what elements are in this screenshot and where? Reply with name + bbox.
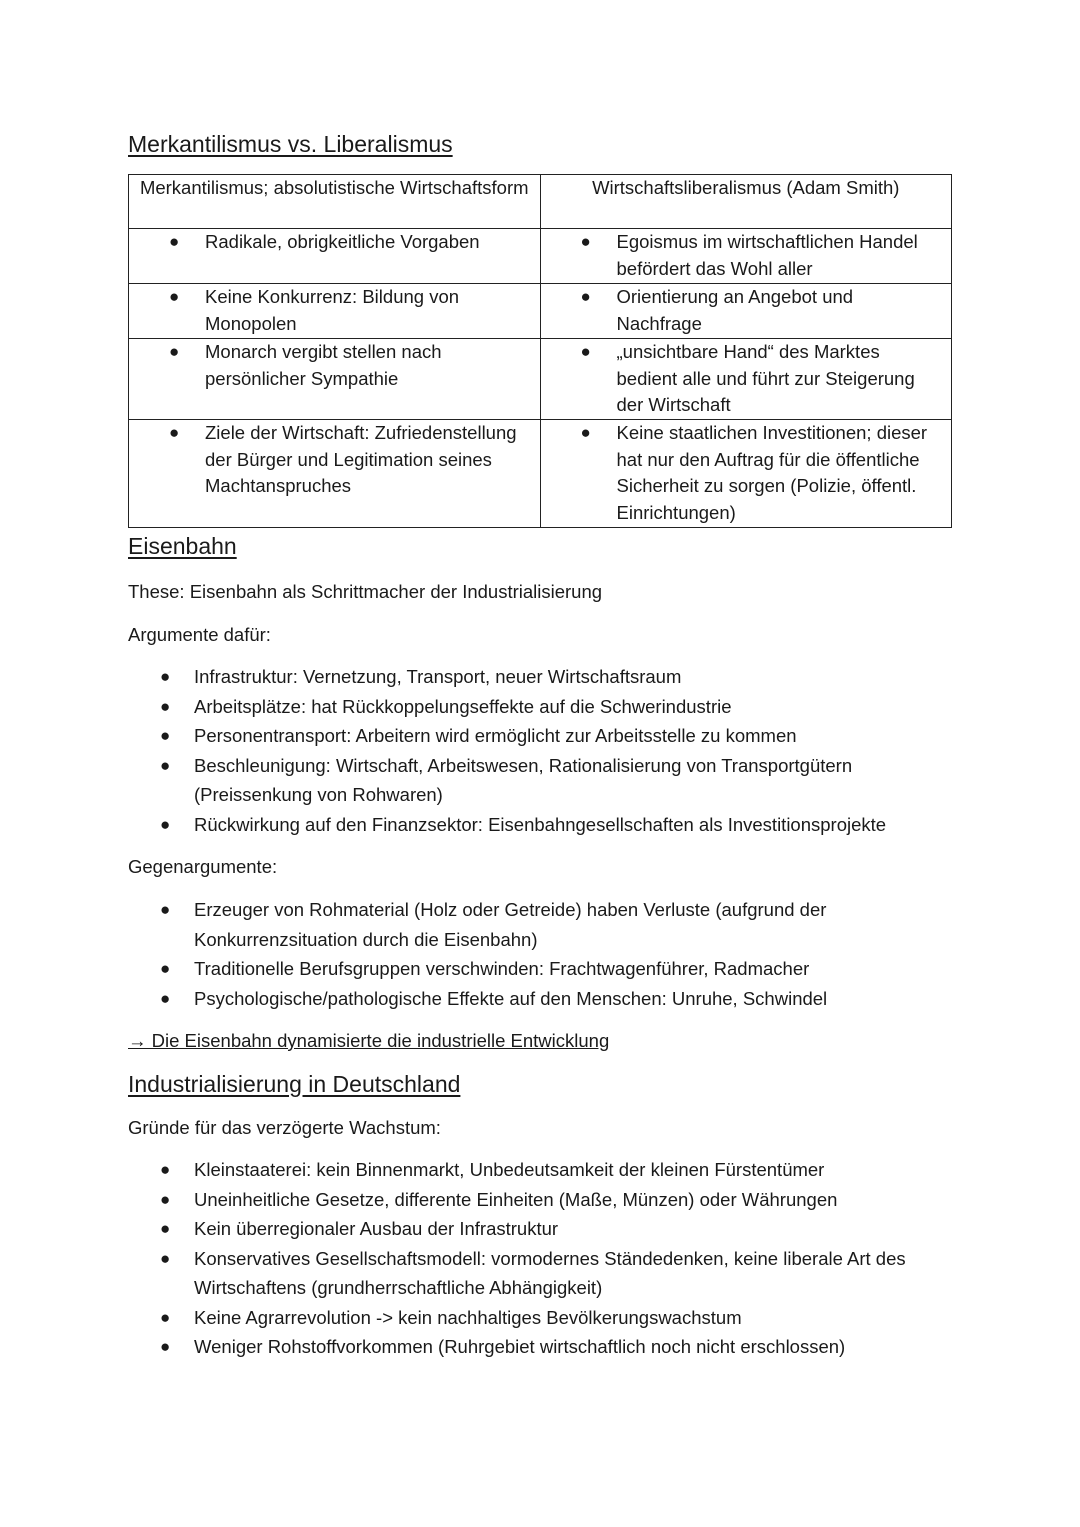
- contra-arguments-label: Gegenargumente:: [128, 856, 278, 877]
- bullet-icon: ●: [580, 232, 591, 251]
- bullet-icon: ●: [160, 1219, 171, 1238]
- bullet-icon: ●: [160, 696, 171, 716]
- bullet-icon: ●: [580, 423, 591, 442]
- thesis-text: These: Eisenbahn als Schrittmacher der Industrialisierung: [128, 581, 603, 602]
- list-item-text: Personentransport: Arbeitern wird ermöglicht zur Arbeitsstelle zu kommen: [194, 725, 797, 746]
- list-item: [128, 954, 958, 984]
- document-page: [128, 128, 958, 1362]
- list-item: [128, 721, 958, 751]
- bullet-icon: ●: [160, 959, 171, 978]
- list-item-text: Beschleunigung: Wirtschaft, Arbeitswesen, Rationalisierung von Transportgütern (Preissenkung von Rohwaren): [194, 754, 853, 805]
- bullet-icon: ●: [169, 232, 180, 251]
- list-item: [128, 692, 958, 722]
- pro-arguments-list: [128, 662, 958, 839]
- table-header-liberalismus: Wirtschaftsliberalismus (Adam Smith): [540, 175, 952, 229]
- bullet-icon: ●: [580, 342, 591, 361]
- list-item: [128, 1185, 958, 1215]
- reasons-list: [128, 1155, 958, 1362]
- cell-text: Orientierung an Angebot und Nachfrage: [616, 286, 854, 334]
- table-cell: [540, 420, 952, 528]
- bullet-icon: ●: [169, 287, 180, 306]
- list-item: [128, 1214, 958, 1244]
- cell-text: Keine staatlichen Investitionen; dieser hat nur den Auftrag für die öffentliche Sicherheit zu sorgen (Polizie, öffentl. Einrichtungen): [616, 422, 928, 523]
- list-item-text: Konservatives Gesellschaftsmodell: vormodernes Ständedenken, keine liberale Art des Wirtschaftens (grundherrschaftliche Abhängigkeit): [194, 1247, 906, 1298]
- list-item-text: Infrastruktur: Vernetzung, Transport, neuer Wirtschaftsraum: [194, 666, 682, 687]
- cell-text: Monarch vergibt stellen nach persönlicher Sympathie: [205, 341, 442, 389]
- table-cell: [540, 229, 952, 284]
- bullet-icon: ●: [580, 287, 591, 306]
- bullet-icon: ●: [160, 1307, 171, 1327]
- table-row: [129, 339, 952, 420]
- table-row: [129, 284, 952, 339]
- table-header-merkantilismus: Merkantilismus; absolutistische Wirtschaftsform: [129, 175, 541, 229]
- bullet-icon: ●: [160, 1189, 171, 1209]
- cell-text: Ziele der Wirtschaft: Zufriedenstellung der Bürger und Legitimation seines Machtanspruches: [205, 422, 517, 496]
- section-heading-eisenbahn: Eisenbahn: [128, 533, 237, 559]
- list-item: [128, 984, 958, 1014]
- bullet-icon: ●: [160, 900, 171, 919]
- conclusion-text: → Die Eisenbahn dynamisierte die industrielle Entwicklung: [128, 1030, 610, 1051]
- table-cell: [540, 284, 952, 339]
- bullet-icon: ●: [169, 342, 180, 361]
- list-item: [128, 662, 958, 692]
- list-item-text: Traditionelle Berufsgruppen verschwinden: Frachtwagenführer, Radmacher: [194, 958, 810, 979]
- bullet-icon: ●: [160, 755, 171, 775]
- table-row: [129, 420, 952, 528]
- bullet-icon: ●: [160, 1337, 171, 1356]
- bullet-icon: ●: [160, 667, 171, 686]
- list-item-text: Kein überregionaler Ausbau der Infrastruktur: [194, 1218, 559, 1239]
- pro-arguments-label: Argumente dafür:: [128, 624, 271, 645]
- list-item-text: Uneinheitliche Gesetze, differente Einheiten (Maße, Münzen) oder Währungen: [194, 1188, 838, 1210]
- section-heading-merkantilismus: Merkantilismus vs. Liberalismus: [128, 131, 453, 157]
- section-heading-industrialisierung: Industrialisierung in Deutschland: [128, 1071, 461, 1097]
- list-item: [128, 1303, 958, 1333]
- table-cell: [129, 229, 541, 284]
- reasons-label: Gründe für das verzögerte Wachstum:: [128, 1117, 441, 1138]
- table-cell: [129, 284, 541, 339]
- list-item-text: Psychologische/pathologische Effekte auf den Menschen: Unruhe, Schwindel: [194, 987, 828, 1009]
- table-cell: [540, 339, 952, 420]
- list-item-text: Arbeitsplätze: hat Rückkoppelungseffekte auf die Schwerindustrie: [194, 695, 732, 717]
- bullet-icon: ●: [160, 726, 171, 745]
- table-cell: [129, 339, 541, 420]
- list-item: [128, 1244, 958, 1303]
- table-cell: [129, 420, 541, 528]
- list-item: [128, 1332, 958, 1362]
- bullet-icon: ●: [160, 814, 171, 834]
- list-item-text: Rückwirkung auf den Finanzsektor: Eisenbahngesellschaften als Investitionsprojekte: [194, 813, 887, 835]
- list-item: [128, 810, 958, 840]
- list-item-text: Erzeuger von Rohmaterial (Holz oder Getreide) haben Verluste (aufgrund der Konkurrenzsituation durch die Eisenbahn): [194, 899, 827, 950]
- bullet-icon: ●: [160, 988, 171, 1008]
- list-item-text: Weniger Rohstoffvorkommen (Ruhrgebiet wirtschaftlich noch nicht erschlossen): [194, 1336, 846, 1357]
- bullet-icon: ●: [160, 1248, 171, 1268]
- cell-text: „unsichtbare Hand“ des Marktes bedient alle und führt zur Steigerung der Wirtschaft: [616, 341, 915, 415]
- cell-text: Radikale, obrigkeitliche Vorgaben: [205, 231, 480, 252]
- table-row: [129, 229, 952, 284]
- list-item: [128, 895, 958, 954]
- table-header-row: [129, 175, 952, 229]
- list-item: [128, 751, 958, 810]
- cell-text: Egoismus im wirtschaftlichen Handel befördert das Wohl aller: [616, 231, 918, 279]
- cell-text: Keine Konkurrenz: Bildung von Monopolen: [205, 286, 460, 334]
- list-item-text: Keine Agrarrevolution -> kein nachhaltiges Bevölkerungswachstum: [194, 1306, 742, 1328]
- list-item: [128, 1155, 958, 1185]
- bullet-icon: ●: [169, 423, 180, 442]
- bullet-icon: ●: [160, 1160, 171, 1179]
- contra-arguments-list: [128, 895, 958, 1013]
- list-item-text: Kleinstaaterei: kein Binnenmarkt, Unbedeutsamkeit der kleinen Fürstentümer: [194, 1159, 825, 1180]
- comparison-table: [128, 174, 952, 528]
